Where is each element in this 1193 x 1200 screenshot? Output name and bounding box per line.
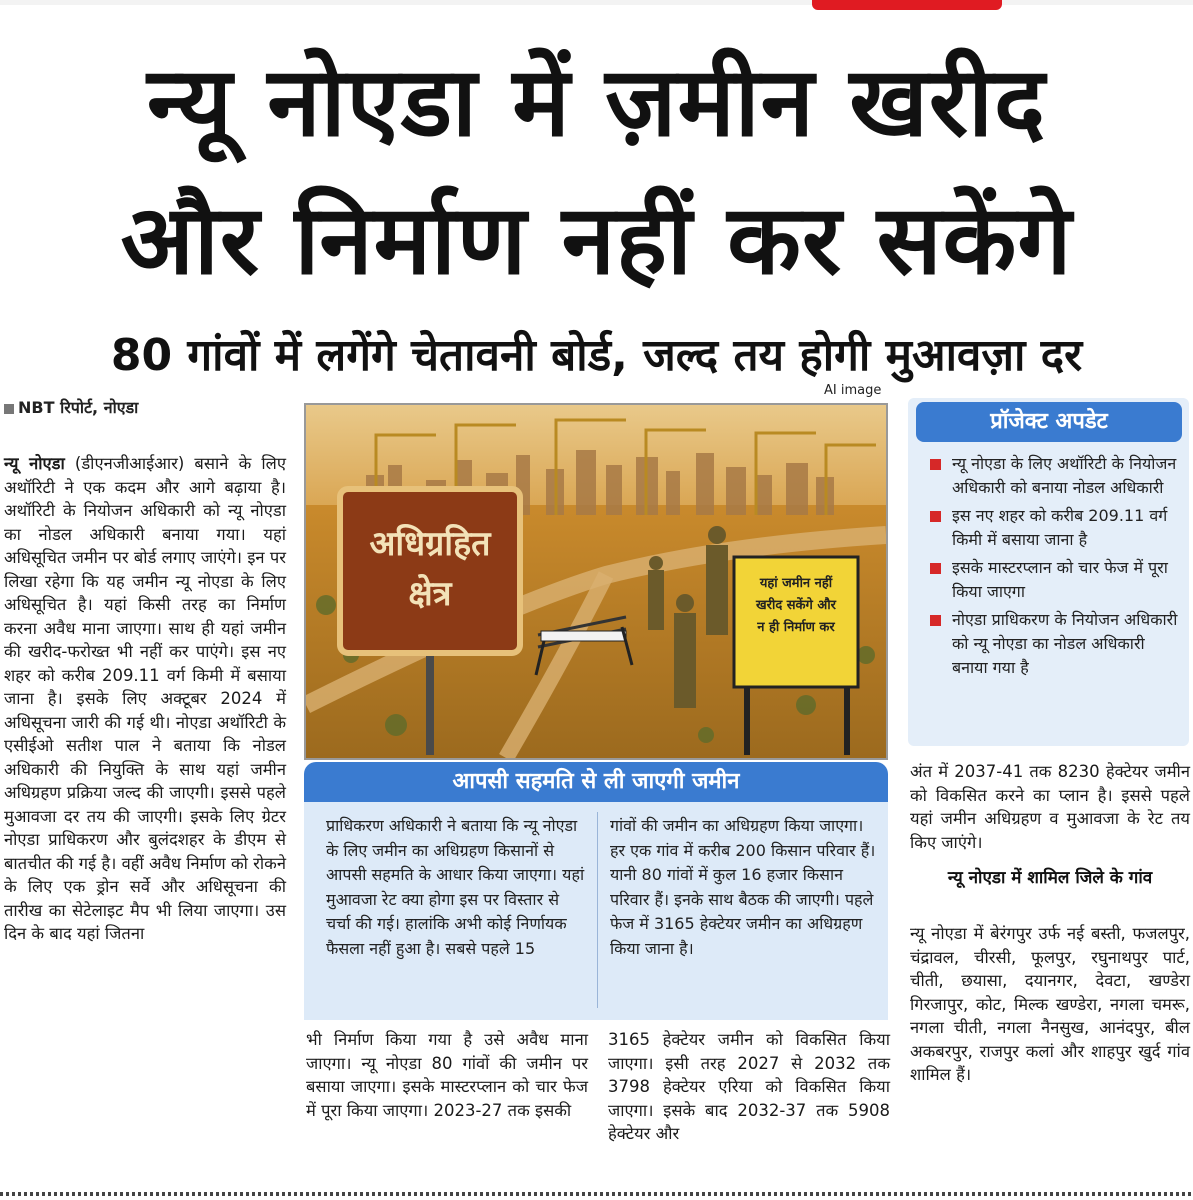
svg-text:न ही निर्माण कर: न ही निर्माण कर <box>757 620 835 635</box>
article-column-2: भी निर्माण किया गया है उसे अवैध माना जाएगा। न्यू नोएडा 80 गांवों की जमीन पर बसाया जाएगा। इसके मास्टरप्लान को चार फेज में पूरा किया जाएगा। 2023-27 तक इसकी <box>306 1030 588 1120</box>
illustration-svg <box>306 405 886 758</box>
masthead-bar <box>0 0 1193 5</box>
headline-line-2: और निर्माण नहीं कर सकेंगे <box>120 184 1073 296</box>
project-update-item: इसके मास्टरप्लान को चार फेज में पूरा किया जाएगा <box>930 556 1180 604</box>
headline-line-1: न्यू नोएडा में ज़मीन खरीद <box>147 46 1046 158</box>
project-update-item: इस नए शहर को करीब 209.11 वर्ग किमी में बसाया जाना है <box>930 504 1180 552</box>
article-column-4: अंत में 2037-41 तक 8230 हेक्टेयर जमीन को विकसित करने का प्लान है। इससे पहले यहां जमीन अधिग्रहण व मुआवजा के रेट तय किए जाएंगे। <box>910 762 1190 852</box>
infobox-column-1: प्राधिकरण अधिकारी ने बताया कि न्यू नोएडा के लिए जमीन का अधिग्रहण किसानों से आपसी सहमति के आधार किया जाएगा। यहां मुआवजा रेट क्या होगा इस पर विस्तार से चर्चा की गई। हालांकि अभी कोई निर्णायक फैसला नहीं हुआ है। सबसे पहले 15 <box>326 816 585 958</box>
article-column-3: 3165 हेक्टेयर जमीन को विकसित किया जाएगा। इसी तरह 2027 से 2032 तक 3798 हेक्टेयर एरिया को विकसित किया जाएगा। इसके बाद 2032-37 तक 5908 हेक्टेयर और <box>608 1030 890 1143</box>
brand-logo-fragment <box>812 0 1002 10</box>
byline-square-icon <box>4 404 14 414</box>
masthead-sliver <box>0 0 1193 16</box>
project-update-list <box>930 452 1180 684</box>
svg-text:क्षेत्र: क्षेत्र <box>408 574 452 614</box>
project-update-item: न्यू नोएडा के लिए अथॉरिटी के नियोजन अधिकारी को बनाया नोडल अधिकारी <box>930 452 1180 500</box>
article-column-1 <box>4 452 286 946</box>
byline <box>4 396 138 418</box>
bottom-rule <box>0 1192 1193 1196</box>
red-square-bullet-icon <box>930 563 941 574</box>
svg-text:अधिग्रहित: अधिग्रहित <box>369 524 491 564</box>
project-update-title: प्रॉजेक्ट अपडेट <box>916 402 1182 442</box>
red-square-bullet-icon <box>930 511 941 522</box>
infobox-divider <box>597 812 598 1008</box>
svg-text:यहां जमीन नहीं: यहां जमीन नहीं <box>759 576 833 591</box>
svg-text:खरीद सकेंगे और: खरीद सकेंगे और <box>756 598 836 613</box>
article-lead: न्यू नोएडा <box>4 454 65 473</box>
article-text-1: (डीएनजीआईआर) बसाने के लिए अथॉरिटी ने एक कदम और आगे बढ़ाया है। अथॉरिटी के नियोजन अधिकारी को न्यू नोएडा का नोडल अधिकारी बनाया गया। यहां अधिसूचित जमीन पर बोर्ड लगाए जाएंगे। इन पर लिखा रहेगा कि यह जमीन न्यू नोएडा के लिए अधिसूचित है। यहां किसी तरह का निर्माण करना अवैध माना जाएगा। साथ ही यहां जमीन की खरीद-फरोख्त भी नहीं कर पाएंगे। इस नए शहर को करीब 209.11 वर्ग किमी में बसाया जाना है। इसके लिए अक्टूबर 2024 में अधिसूचना जारी की गई थी। नोएडा अथॉरिटी के एसीईओ सतीश पाल ने बताया कि नोडल अधिकारी की नियुक्ति के साथ यहां जमीन अधिग्रहण प्रक्रिया जल्द की जाएगी। इससे पहले मुआवजा दर तय की जाएगी। इसके लिए ग्रेटर नोएडा प्राधिकरण और बुलंदशहर के डीएम से बातचीत की गई है। वहीं अवैध निर्माण को रोकने के लिए एक ड्रोन सर्वे और अधिसूचना की तारीख का सेटेलाइट मैप भी लिया जाएगा। उस दिन के बाद यहां जितना <box>4 454 287 943</box>
project-update-item: नोएडा प्राधिकरण के नियोजन अधिकारी को न्यू नोएडा का नोडल अधिकारी बनाया गया है <box>930 608 1180 680</box>
villages-text: न्यू नोएडा में बेरंगपुर उर्फ नई बस्ती, फजलपुर, चंद्रावल, चीरसी, फूलपुर, रघुनाथपुर पार्ट, चीती, छयासा, दयानगर, देवटा, खण्डेरा गिरजापुर, कोट, मिल्क खण्डेरा, नगला चमरू, नगला चीती, नगला नैनसुख, आनंदपुर, बील अकबरपुर, राजपुर कलां और शाहपुर खुर्द गांव शामिल हैं। <box>910 924 1190 1084</box>
byline-text: NBT रिपोर्ट, नोएडा <box>18 398 139 417</box>
infobox-title: आपसी सहमति से ली जाएगी जमीन <box>304 762 888 802</box>
infobox-column-2: गांवों की जमीन का अधिग्रहण किया जाएगा। हर एक गांव में करीब 200 किसान परिवार हैं। यानी 80 गांवों में कुल 16 हजार किसान परिवार हैं। इनके साथ बैठक की जाएगी। पहले फेज में 3165 हेक्टेयर जमीन का अधिग्रहण किया जाना है। <box>610 816 876 958</box>
red-square-bullet-icon <box>930 615 941 626</box>
ai-image-label: AI image <box>824 383 882 398</box>
red-square-bullet-icon <box>930 459 941 470</box>
villages-subheading: न्यू नोएडा में शामिल जिले के गांव <box>947 868 1153 888</box>
subheadline: 80 गांवों में लगेंगे चेतावनी बोर्ड, जल्द तय होगी मुआवज़ा दर <box>110 330 1083 381</box>
illustration <box>304 403 888 760</box>
